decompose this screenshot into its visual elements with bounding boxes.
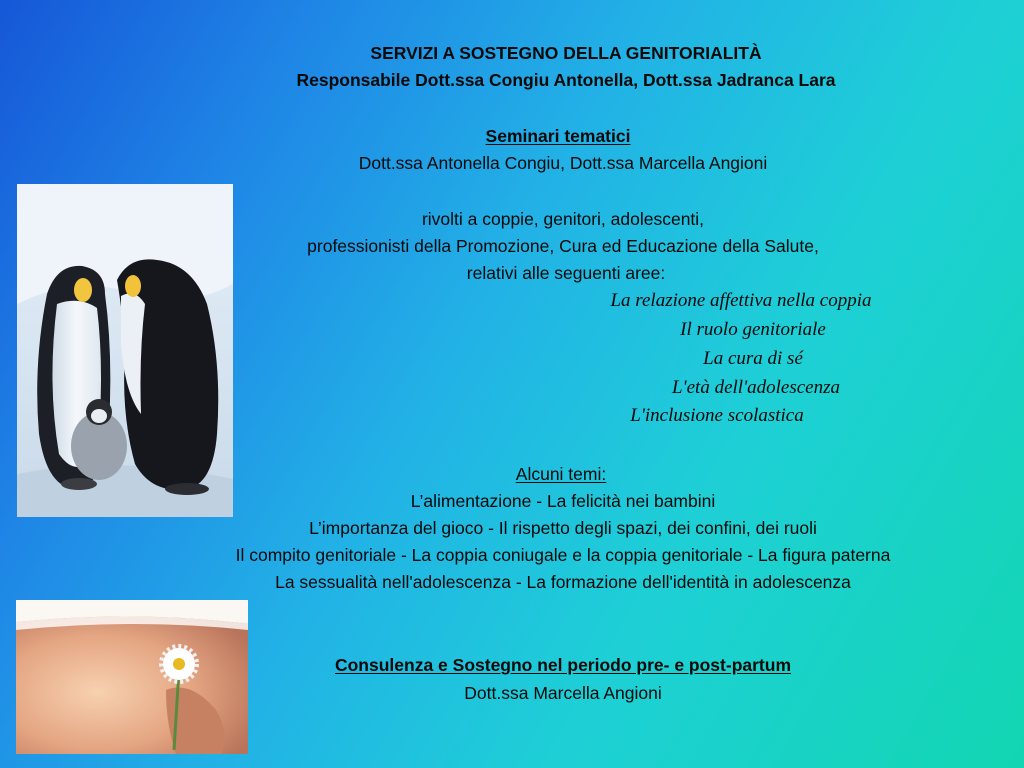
- target-line: relativi alle seguenti aree:: [466, 263, 666, 283]
- consulenza-heading: Consulenza e Sostegno nel periodo pre- e post-partum: [334, 655, 792, 675]
- area-item: L'inclusione scolastica: [630, 405, 804, 426]
- page-title: SERVIZI A SOSTEGNO DELLA GENITORIALITÀ: [370, 43, 762, 63]
- area-item: La cura di sé: [703, 348, 803, 369]
- tema-line: L’alimentazione - La felicità nei bambini: [410, 491, 716, 511]
- responsabili-line: Responsabile Dott.ssa Congiu Antonella, Dott.ssa Jadranca Lara: [296, 70, 836, 90]
- area-item: La relazione affettiva nella coppia: [610, 290, 872, 311]
- tema-line: L’importanza del gioco - Il rispetto degli spazi, dei confini, dei ruoli: [309, 518, 817, 538]
- seminari-heading: Seminari tematici: [485, 126, 631, 146]
- tema-line: Il compito genitoriale - La coppia coniugale e la coppia genitoriale - La figura paterna: [235, 545, 891, 565]
- target-line: rivolti a coppie, genitori, adolescenti,: [421, 209, 705, 229]
- pregnant-belly-with-daisy-photo: [16, 600, 248, 754]
- seminari-docenti: Dott.ssa Antonella Congiu, Dott.ssa Marcella Angioni: [358, 153, 768, 173]
- tema-line: La sessualità nell'adolescenza - La formazione dell'identità in adolescenza: [275, 572, 851, 592]
- area-item: L'età dell'adolescenza: [671, 377, 841, 398]
- consulenza-docente: Dott.ssa Marcella Angioni: [464, 683, 662, 703]
- area-item: Il ruolo genitoriale: [680, 319, 826, 340]
- penguin-family-photo: [17, 184, 233, 517]
- temi-heading: Alcuni temi:: [515, 464, 607, 484]
- target-line: professionisti della Promozione, Cura ed Educazione della Salute,: [307, 236, 819, 256]
